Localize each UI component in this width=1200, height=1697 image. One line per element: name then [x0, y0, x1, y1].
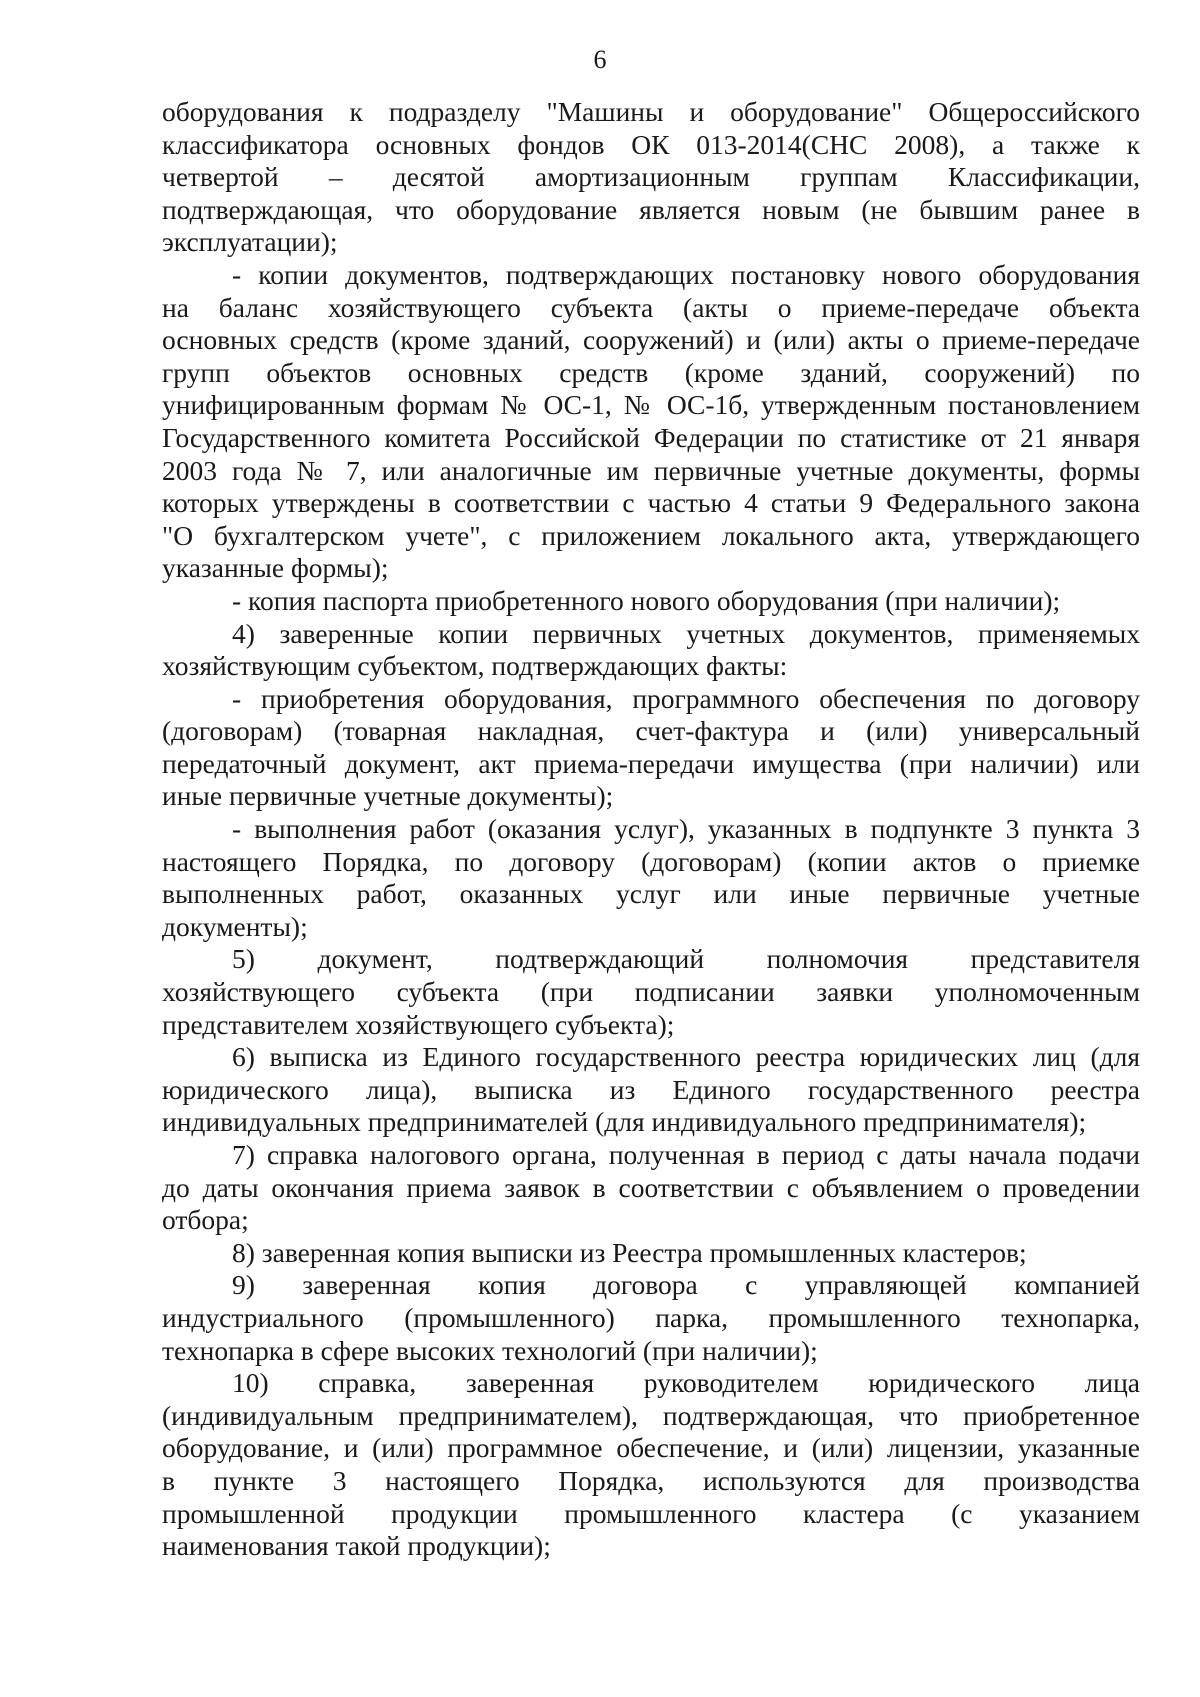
text-line: классификатора основных фондов ОК 013-2014(СНС 2008), а также к	[162, 128, 1140, 160]
text-line: передаточный документ, акт приема-передачи имущества (при наличии) или	[162, 747, 1140, 779]
text-line: 7) справка налогового органа, полученная в период с даты начала подачи	[232, 1139, 1140, 1170]
text-line: выполненных работ, оказанных услуг или иные первичные учетные	[162, 878, 1140, 910]
text-line: технопарка в сфере высоких технологий (при наличии);	[162, 1334, 818, 1366]
paragraph	[162, 1237, 1140, 1270]
text-line: до даты окончания приема заявок в соответствии с объявлением о проведении	[162, 1171, 1140, 1203]
text-line: индустриального (промышленного) парка, промышленного технопарка,	[162, 1301, 1140, 1333]
text-line: 4) заверенные копии первичных учетных документов, применяемых	[232, 617, 1140, 649]
paragraph	[162, 618, 1140, 683]
text-line: представителем хозяйствующего субъекта);	[162, 1008, 675, 1040]
text-line: оборудования к подразделу "Машины и оборудование" Общероссийского	[162, 96, 1140, 127]
text-line: основных средств (кроме зданий, сооружений) и (или) акты о приеме-передаче	[162, 324, 1140, 356]
text-line: на баланс хозяйствующего субъекта (акты о приеме-передаче объекта	[162, 291, 1140, 323]
paragraph	[162, 585, 1140, 618]
text-line: в пункте 3 настоящего Порядка, используются для производства	[162, 1464, 1140, 1496]
text-line: юридического лица), выписка из Единого государственного реестра	[162, 1073, 1140, 1105]
text-line: (договорам) (товарная накладная, счет-фактура и (или) универсальный	[162, 715, 1140, 747]
text-line: (индивидуальным предпринимателем), подтверждающая, что приобретенное	[162, 1399, 1140, 1431]
paragraph	[162, 1041, 1140, 1139]
text-line: - выполнения работ (оказания услуг), указанных в подпункте 3 пункта 3	[232, 813, 1140, 845]
paragraph	[162, 813, 1140, 943]
text-line: четвертой – десятой амортизационным группам Классификации,	[162, 161, 1140, 193]
text-line: подтверждающая, что оборудование является новым (не бывшим ранее в	[162, 193, 1140, 225]
text-line: промышленной продукции промышленного кластера (с указанием	[162, 1497, 1140, 1529]
text-line: Государственного комитета Российской Федерации по статистике от 21 января	[162, 421, 1140, 453]
text-line: 6) выписка из Единого государственного реестра юридических лиц (для	[232, 1041, 1140, 1073]
text-line: групп объектов основных средств (кроме зданий, сооружений) по	[162, 356, 1140, 388]
text-line: "О бухгалтерском учете", с приложением локального акта, утверждающего	[162, 519, 1140, 551]
paragraph	[162, 1367, 1140, 1563]
text-line: 2003 года № 7, или аналогичные им первичные учетные документы, формы	[162, 454, 1140, 486]
text-line: которых утверждены в соответствии с частью 4 статьи 9 Федерального закона	[162, 487, 1140, 519]
text-line: 9) заверенная копия договора с управляющей компанией	[232, 1269, 1140, 1301]
text-line: наименования такой продукции);	[162, 1530, 551, 1562]
text-line: унифицированным формам № ОС-1, № ОС-1б, утвержденным постановлением	[162, 389, 1140, 421]
text-line: иные первичные учетные документы);	[162, 780, 614, 812]
text-line: индивидуальных предпринимателей (для индивидуального предпринимателя);	[162, 1106, 1087, 1138]
page-number: 6	[593, 45, 607, 74]
text-line: настоящего Порядка, по договору (договорам) (копии актов о приемке	[162, 845, 1140, 877]
text-line: хозяйствующего субъекта (при подписании заявки уполномоченным	[162, 976, 1140, 1008]
text-line: 10) справка, заверенная руководителем юридического лица	[232, 1367, 1140, 1399]
text-line: указанные формы);	[162, 552, 389, 584]
paragraph	[162, 943, 1140, 1041]
text-line: хозяйствующим субъектом, подтверждающих факты:	[162, 650, 788, 682]
text-line: эксплуатации);	[162, 226, 338, 258]
text-line: - копии документов, подтверждающих постановку нового оборудования	[232, 258, 1140, 290]
text-line: - приобретения оборудования, программного обеспечения по договору	[232, 682, 1140, 714]
document-body	[162, 96, 1140, 1563]
text-line: 8) заверенная копия выписки из Реестра промышленных кластеров;	[232, 1236, 1027, 1268]
text-line: документы);	[162, 910, 308, 942]
text-line: 5) документ, подтверждающий полномочия представителя	[232, 943, 1140, 975]
text-line: отбора;	[162, 1204, 249, 1236]
text-line: оборудование, и (или) программное обеспечение, и (или) лицензии, указанные	[162, 1432, 1140, 1464]
paragraph	[162, 96, 1140, 259]
text-line: - копия паспорта приобретенного нового оборудования (при наличии);	[232, 584, 1061, 616]
paragraph	[162, 259, 1140, 585]
paragraph	[162, 1139, 1140, 1237]
paragraph	[162, 683, 1140, 813]
paragraph	[162, 1269, 1140, 1367]
